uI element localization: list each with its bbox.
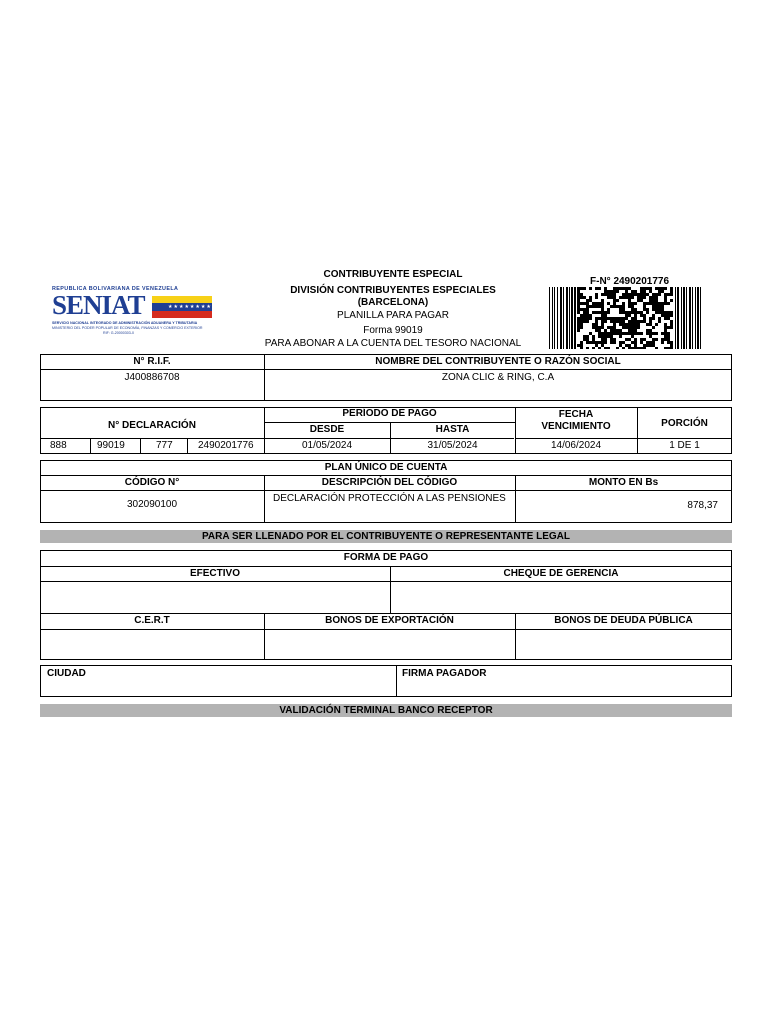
efectivo-label: EFECTIVO xyxy=(189,568,240,579)
flag-yellow-stripe xyxy=(152,296,212,303)
period-label: PERÍODO DE PAGO xyxy=(342,408,437,419)
taxpayer-name-value: ZONA CLIC & RING, C.A xyxy=(441,372,555,383)
descripcion-value: DECLARACIÓN PROTECCIÓN A LAS PENSIONES xyxy=(273,493,506,504)
logo-caption-1: SERVICIO NACIONAL INTEGRADO DE ADMINISTRACIÓN ADUANERA Y TRIBUTARIA xyxy=(52,321,198,325)
bonos-exportacion-field[interactable] xyxy=(265,630,514,659)
hasta-label: HASTA xyxy=(435,424,470,435)
desde-value: 01/05/2024 xyxy=(301,440,353,451)
barcode xyxy=(549,287,701,349)
logo-brand: SENIAT xyxy=(52,290,145,320)
porcion-value: 1 DE 1 xyxy=(669,440,700,451)
bonos-deuda-label: BONOS DE DEUDA PÚBLICA xyxy=(554,615,693,626)
flag-stars-icon: ★★★★★★★★ xyxy=(168,304,212,310)
ciudad-field[interactable] xyxy=(41,681,395,696)
ciudad-label: CIUDAD xyxy=(47,668,86,679)
logo-caption-2: MINISTERIO DEL PODER POPULAR DE ECONOMÍA, FINANZAS Y COMERCIO EXTERIOR xyxy=(52,326,203,330)
header-line-3: (BARCELONA) xyxy=(357,297,429,308)
validation-banner: VALIDACIÓN TERMINAL BANCO RECEPTOR xyxy=(40,704,732,717)
seniat-logo xyxy=(48,272,214,344)
declaration-value-1: 888 xyxy=(50,440,67,451)
form-number: F-N° 2490201776 xyxy=(590,276,670,287)
declaration-label: N° DECLARACIÓN xyxy=(108,420,196,431)
header-line-4: PLANILLA PARA PAGAR xyxy=(337,310,449,321)
porcion-label: PORCIÓN xyxy=(661,418,708,429)
header-line-6: PARA ABONAR A LA CUENTA DEL TESORO NACIONAL xyxy=(264,338,522,349)
header-line-5: Forma 99019 xyxy=(363,325,423,336)
cheque-label: CHEQUE DE GERENCIA xyxy=(503,568,619,579)
rif-value: J400886708 xyxy=(124,372,180,383)
cert-label: C.E.R.T xyxy=(134,615,170,626)
descripcion-label: DESCRIPCIÓN DEL CÓDIGO xyxy=(321,477,458,488)
codigo-label: CÓDIGO N° xyxy=(124,477,180,488)
cheque-field[interactable] xyxy=(391,582,731,612)
fecha-label: FECHA xyxy=(558,409,594,420)
bonos-deuda-field[interactable] xyxy=(516,630,731,659)
hasta-value: 31/05/2024 xyxy=(427,440,478,451)
firma-label: FIRMA PAGADOR xyxy=(402,668,487,679)
declaration-value-2: 99019 xyxy=(97,440,125,451)
fill-in-banner: PARA SER LLENADO POR EL CONTRIBUYENTE O REPRESENTANTE LEGAL xyxy=(40,530,732,543)
codigo-value: 302090100 xyxy=(126,499,178,510)
bonos-exportacion-label: BONOS DE EXPORTACIÓN xyxy=(325,615,454,626)
flag-red-stripe xyxy=(152,311,212,318)
header-line-2: DIVISIÓN CONTRIBUYENTES ESPECIALES xyxy=(290,285,496,296)
rif-label: N° R.I.F. xyxy=(133,356,171,367)
vencimiento-label: VENCIMIENTO xyxy=(541,421,611,432)
monto-label: MONTO EN Bs xyxy=(588,477,659,488)
taxpayer-name-label: NOMBRE DEL CONTRIBUYENTE O RAZÓN SOCIAL xyxy=(375,356,621,367)
fecha-value: 14/06/2024 xyxy=(550,440,602,451)
payment-title: FORMA DE PAGO xyxy=(343,552,429,563)
plan-title: PLAN ÚNICO DE CUENTA xyxy=(324,462,448,473)
logo-caption-3: RIF: G-20000303-0 xyxy=(103,331,134,335)
desde-label: DESDE xyxy=(309,424,345,435)
declaration-value-4: 2490201776 xyxy=(198,440,254,451)
efectivo-field[interactable] xyxy=(41,582,389,612)
header-line-1: CONTRIBUYENTE ESPECIAL xyxy=(323,269,463,280)
logo-top-text: REPUBLICA BOLIVARIANA DE VENEZUELA xyxy=(52,286,179,292)
monto-value: 878,37 xyxy=(687,500,718,511)
firma-field[interactable] xyxy=(397,681,731,696)
declaration-value-3: 777 xyxy=(156,440,173,451)
cert-field[interactable] xyxy=(41,630,263,659)
